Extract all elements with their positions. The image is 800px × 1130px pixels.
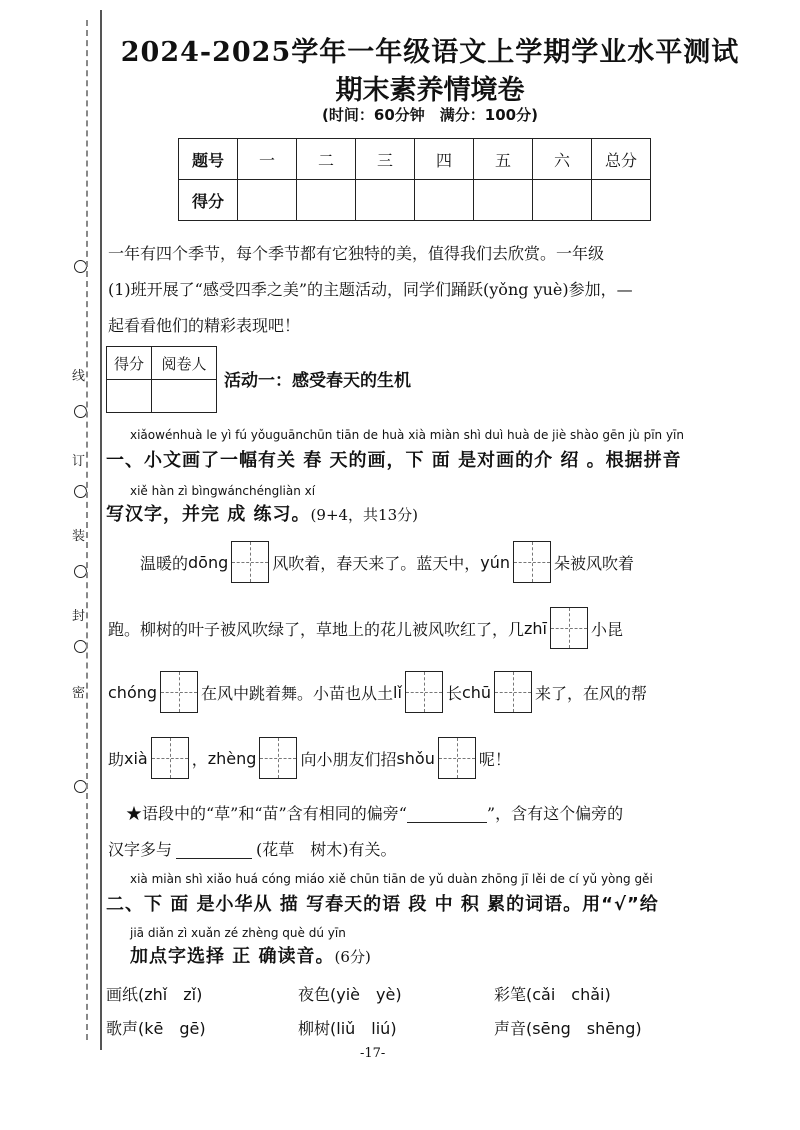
q2-points: (6分) <box>334 948 371 966</box>
binding-mark-xian: 线 <box>72 369 86 384</box>
intro-line: 一年有四个季节，每个季节都有它独特的美，值得我们去欣赏。一年级 <box>108 244 605 263</box>
q2-heading-cont <box>130 942 371 968</box>
page-number: -17- <box>360 1046 386 1061</box>
score-cell: 五 <box>474 139 533 180</box>
q1-pinyin-line: xiǎowénhuà le yì fú yǒuguānchūn tiān de huà xià miàn shì duì huà de jiè shào gēn jù pīn yīn <box>130 428 684 442</box>
q2-word: 歌声 <box>106 1019 139 1038</box>
score-cell: 题号 <box>179 139 238 180</box>
radical-blank[interactable] <box>407 802 487 823</box>
q1-star-text: ★语段中的“草”和“苗”含有相同的偏旁“ <box>126 803 407 823</box>
q1-heading-cont <box>106 500 418 526</box>
section-score-label: 得分 <box>107 347 152 380</box>
score-input-cell[interactable] <box>592 180 651 221</box>
q1-star-line-2 <box>108 826 397 870</box>
q1-text: ， <box>191 749 208 769</box>
q1-text: 助 <box>108 749 125 769</box>
q2-heading-text: 加点字选择 正 确读音。 <box>130 946 335 967</box>
q1-pinyin: lǐ <box>393 682 402 702</box>
q1-text: 长 <box>445 683 462 703</box>
score-cell: 总分 <box>592 139 651 180</box>
score-cell: 六 <box>533 139 592 180</box>
q2-option[interactable] <box>298 982 402 1005</box>
q2-word: 夜色 <box>298 985 331 1004</box>
q2-pinyin-line: jiā diǎn zì xuǎn zé zhèng què dú yīn <box>130 926 346 940</box>
q2-option[interactable] <box>106 1016 206 1039</box>
score-cell: 一 <box>238 139 297 180</box>
q1-pinyin: chóng <box>108 682 158 702</box>
q2-word: 画纸 <box>106 985 139 1004</box>
score-input-cell[interactable] <box>474 180 533 221</box>
q2-option[interactable] <box>298 1016 397 1039</box>
score-cell: 三 <box>356 139 415 180</box>
q1-star-text: 汉字多与 <box>108 839 173 859</box>
intro-line: 起看看他们的精彩表现吧！ <box>108 316 301 335</box>
q1-text: 风吹着，春天来了。蓝天中， <box>272 553 481 573</box>
exam-title: 2024-2025学年一年级语文上学期学业水平测试 <box>120 37 740 68</box>
q2-reading: (liǔ liú) <box>330 1019 397 1038</box>
intro-line: (1)班开展了“感受四季之美”的主题活动，同学们踊跃(yǒng yuè)参加，— <box>108 280 633 299</box>
score-input-cell[interactable] <box>415 180 474 221</box>
q1-pinyin: xià <box>124 748 148 768</box>
character-grid[interactable] <box>259 737 297 779</box>
q1-pinyin-line: xiě hàn zì bìngwánchéngliàn xí <box>130 484 316 498</box>
exam-subtitle: 期末素养情境卷 <box>335 75 525 106</box>
activity-title: 活动一：感受春天的生机 <box>224 371 411 391</box>
score-table-header-row <box>179 139 651 180</box>
binding-mark-zhuang: 装 <box>72 529 86 544</box>
score-cell: 四 <box>415 139 474 180</box>
q2-reading: (kē gē) <box>138 1019 206 1038</box>
score-input-cell[interactable] <box>356 180 415 221</box>
q1-line-2 <box>108 606 623 650</box>
q2-reading: (zhǐ zǐ) <box>138 985 203 1004</box>
section-reviewer-label: 阅卷人 <box>152 347 217 380</box>
q1-text: 朵被风吹着 <box>554 553 635 573</box>
q1-text: 向小朋友们招 <box>300 749 397 769</box>
q2-word: 声音 <box>494 1019 527 1038</box>
section-reviewer-input[interactable] <box>152 380 217 413</box>
q2-word: 彩笔 <box>494 985 527 1004</box>
q1-pinyin: zhī <box>524 618 547 638</box>
score-input-cell[interactable] <box>533 180 592 221</box>
q2-option[interactable] <box>106 982 202 1005</box>
character-grid[interactable] <box>438 737 476 779</box>
q1-text: 温暖的 <box>140 553 189 573</box>
q1-heading: 一、小文画了一幅有关 春 天的画，下 面 是对画的介 绍 。根据拼音 <box>106 450 682 471</box>
character-grid[interactable] <box>151 737 189 779</box>
score-input-cell[interactable] <box>238 180 297 221</box>
binding-mark-mi: 密 <box>72 686 86 701</box>
score-input-cell[interactable] <box>297 180 356 221</box>
category-blank[interactable] <box>176 838 252 859</box>
character-grid[interactable] <box>405 671 443 713</box>
score-cell: 二 <box>297 139 356 180</box>
q1-text: 小昆 <box>591 619 624 639</box>
score-cell: 得分 <box>179 180 238 221</box>
q2-heading: 二、下 面 是小华从 描 写春天的语 段 中 积 累的词语。用“√”给 <box>106 894 659 915</box>
binding-dash-line <box>86 20 88 1040</box>
q2-reading: (cǎi chǎi) <box>526 985 611 1004</box>
q2-word: 柳树 <box>298 1019 331 1038</box>
character-grid[interactable] <box>494 671 532 713</box>
character-grid[interactable] <box>231 541 269 583</box>
q2-pinyin-line: xià miàn shì xiǎo huá cóng miáo xiě chūn tiān de yǔ duàn zhōng jī lěi de cí yǔ yòng gěi <box>130 872 653 886</box>
character-grid[interactable] <box>160 671 198 713</box>
q1-line-4 <box>108 736 511 780</box>
binding-mark-feng: 封 <box>72 609 86 624</box>
q2-reading: (sēng shēng) <box>526 1019 642 1038</box>
binding-mark-ding: 订 <box>72 454 86 469</box>
q1-text: 来了，在风的帮 <box>535 683 648 703</box>
score-table-score-row <box>179 180 651 221</box>
exam-time-info: (时间：60分钟 满分：100分) <box>322 106 538 124</box>
q1-pinyin: dōng <box>188 552 229 572</box>
q1-star-text: ”，含有这个偏旁的 <box>486 803 624 823</box>
character-grid[interactable] <box>550 607 588 649</box>
q1-text: 在风中跳着舞。小苗也从土 <box>201 683 394 703</box>
q1-text: 跑。柳树的叶子被风吹绿了，草地上的花儿被风吹红了，几 <box>108 619 525 639</box>
section-score-input[interactable] <box>107 380 152 413</box>
q1-line-3 <box>108 670 647 714</box>
q2-reading: (yiè yè) <box>330 985 402 1004</box>
character-grid[interactable] <box>513 541 551 583</box>
binding-margin <box>66 10 102 1050</box>
q1-pinyin: shǒu <box>396 748 435 768</box>
q1-pinyin: chū <box>461 682 492 702</box>
q1-heading-text: 写汉字，并完 成 练习。 <box>106 504 311 525</box>
score-table <box>178 138 651 221</box>
q1-star-text: (花草 树木)有关。 <box>256 839 397 859</box>
section-score-box <box>106 346 217 413</box>
q1-text: 呢！ <box>478 749 511 769</box>
q2-option[interactable] <box>494 1016 642 1039</box>
q1-pinyin: zhèng <box>207 748 257 768</box>
q1-line-1 <box>140 540 634 584</box>
q2-option[interactable] <box>494 982 611 1005</box>
q1-pinyin: yún <box>480 552 511 572</box>
q1-points: (9+4，共13分) <box>310 506 418 524</box>
